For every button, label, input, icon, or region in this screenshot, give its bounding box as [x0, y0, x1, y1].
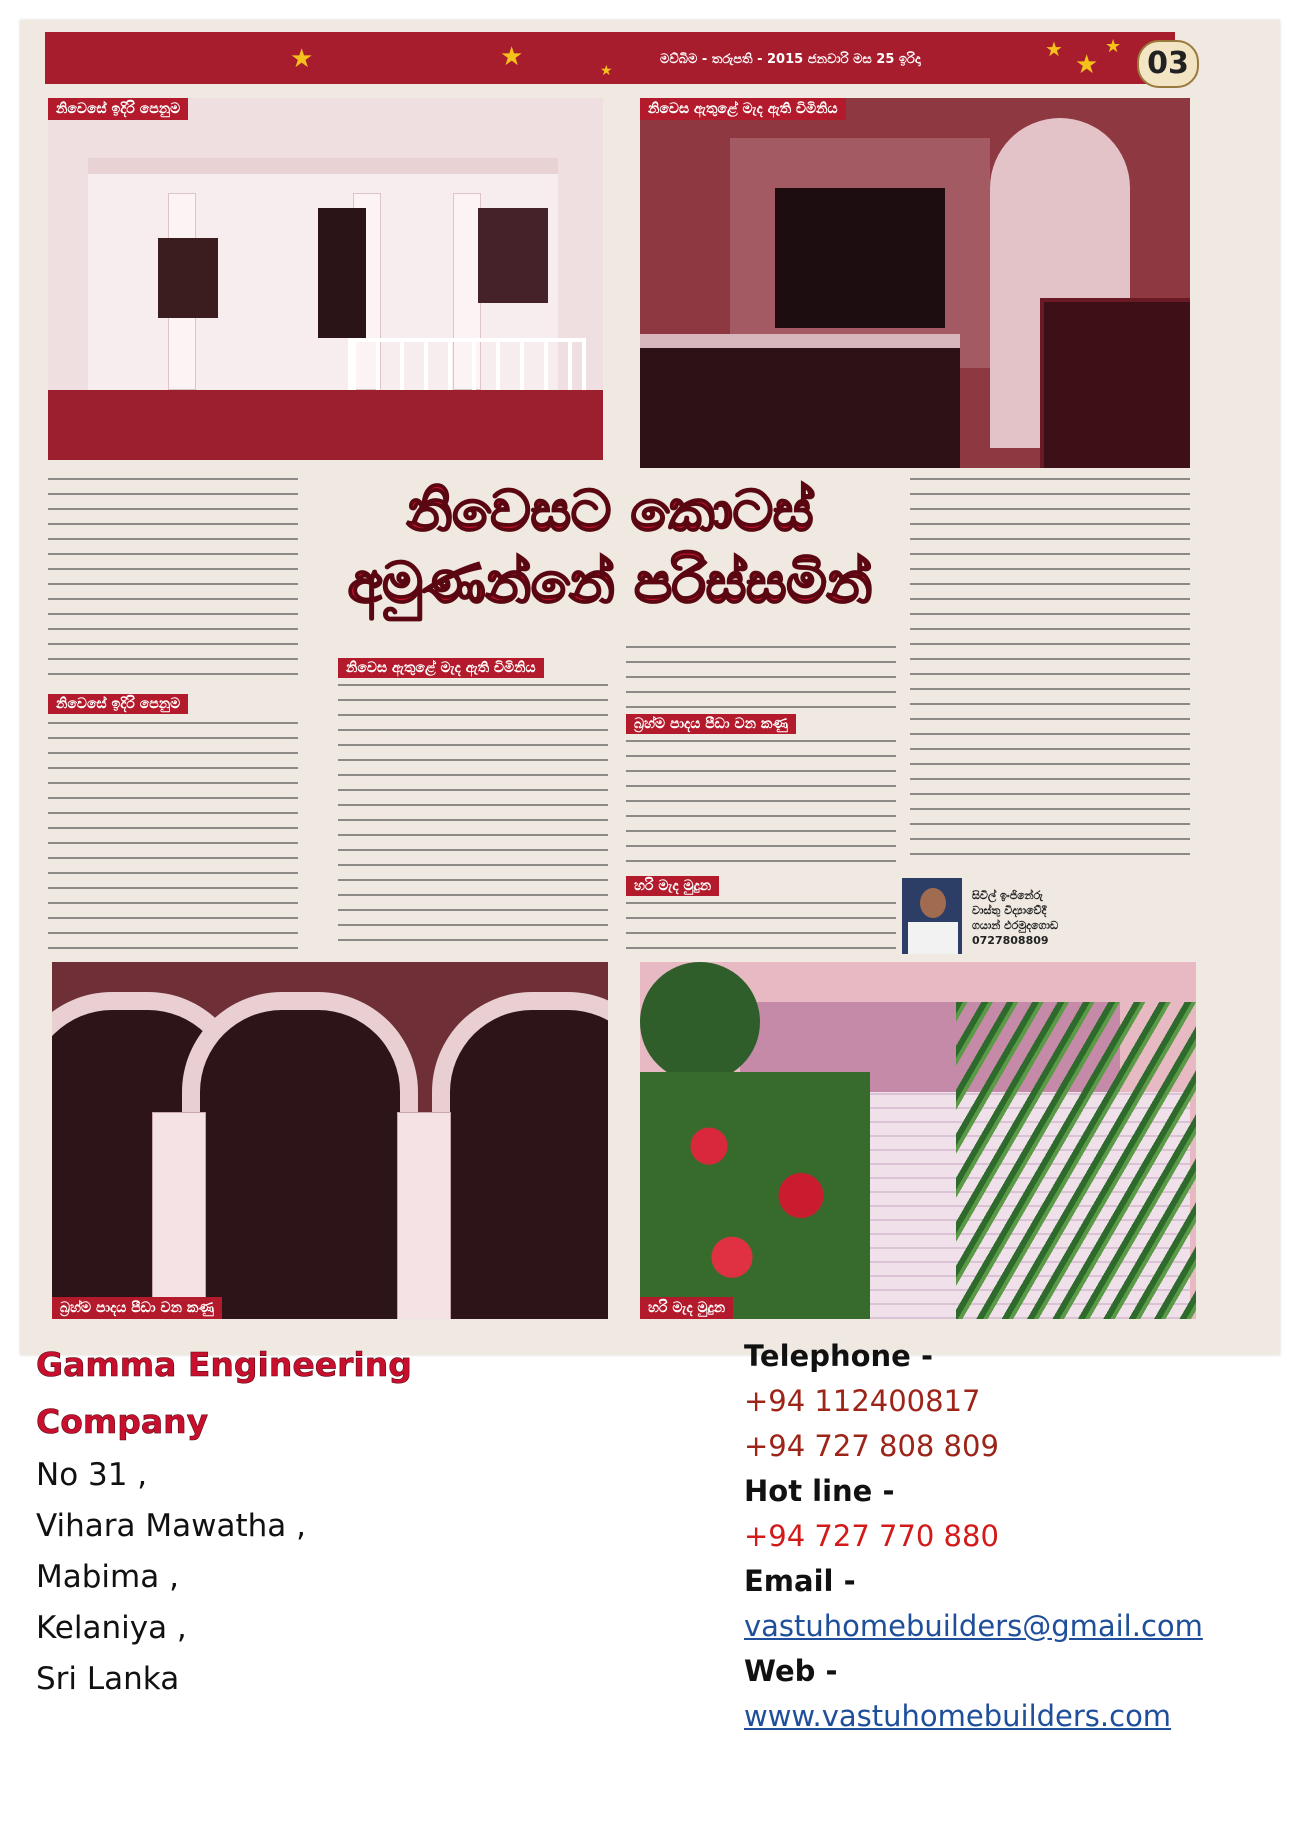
- web-label: Web -: [744, 1654, 838, 1688]
- address-line: No 31 ,: [36, 1457, 148, 1493]
- article-column: [626, 740, 896, 870]
- star-icon: ★: [1105, 36, 1122, 57]
- article-column: [626, 646, 896, 708]
- star-icon: ★: [1045, 37, 1063, 61]
- author-title: සිවිල් ඉංජිනේරු: [972, 889, 1043, 902]
- company-name-line: Gamma Engineering: [36, 1345, 412, 1384]
- star-icon: ★: [500, 42, 524, 72]
- article-column: [48, 722, 298, 950]
- article-column: [626, 902, 896, 954]
- address-line: Kelaniya ,: [36, 1610, 187, 1646]
- headline-line: අමුණන්නේ පරිස්සමින්: [347, 551, 873, 616]
- author-name: ගයාන් ඵරමුදගොඩ: [972, 919, 1059, 932]
- headline-line: නිවෙසට කොටස්: [406, 479, 814, 544]
- star-icon: ★: [600, 63, 613, 79]
- star-icon: ★: [1075, 50, 1099, 80]
- author-role: වාස්තු විද්‍යාවේදී: [972, 904, 1047, 917]
- page-masthead: [45, 32, 1189, 84]
- hotline-label: Hot line -: [744, 1474, 895, 1508]
- section-subhead: බ්‍රහ්ම පාදය පීඩා වන කණු: [626, 714, 796, 734]
- photo-caption: නිවෙසේ ඉදිරි පෙනුම: [48, 98, 188, 120]
- photo-chimney: [640, 98, 1190, 468]
- section-subhead: නිවෙස ඇතුළේ මැද ඇති චිමිනිය: [338, 658, 544, 678]
- article-column: [48, 478, 298, 688]
- article-headline: [320, 476, 900, 620]
- photo-caption: හරි මැද මුදුන: [640, 1297, 733, 1319]
- company-name: [36, 1336, 496, 1450]
- article-column: [338, 684, 608, 950]
- photo-house-exterior: [640, 962, 1196, 1319]
- newspaper-clipping: [20, 20, 1280, 1355]
- author-byline: [972, 888, 1058, 948]
- section-subhead: හරි මැද මුදුන: [626, 876, 719, 896]
- author-phone: 0727808809: [972, 934, 1049, 947]
- photo-caption: නිවෙස ඇතුළේ මැද ඇති චිමිනිය: [640, 98, 846, 120]
- page-number: 03: [1137, 40, 1199, 88]
- section-subhead: නිවෙසේ ඉදිරි පෙනුම: [48, 694, 188, 714]
- hotline-number[interactable]: +94 727 770 880: [744, 1519, 999, 1553]
- telephone-label: Telephone -: [744, 1339, 933, 1373]
- telephone-number-1[interactable]: +94 112400817: [744, 1384, 981, 1418]
- company-address: [36, 1450, 306, 1705]
- company-name-line: Company: [36, 1402, 209, 1441]
- telephone-number-2[interactable]: +94 727 808 809: [744, 1429, 999, 1463]
- email-link[interactable]: vastuhomebuilders@gmail.com: [744, 1609, 1203, 1643]
- address-line: Vihara Mawatha ,: [36, 1508, 306, 1544]
- photo-front-view: [48, 98, 603, 460]
- author-photo: [902, 878, 962, 954]
- star-icon: ★: [290, 44, 314, 74]
- dateline: මව්බිම - තරුපති - 2015 ජනවාරි මස 25 ඉරිදා: [660, 52, 921, 67]
- article-column: [910, 478, 1190, 856]
- email-label: Email -: [744, 1564, 856, 1598]
- website-link[interactable]: www.vastuhomebuilders.com: [744, 1699, 1172, 1733]
- address-line: Mabima ,: [36, 1559, 179, 1595]
- address-line: Sri Lanka: [36, 1661, 180, 1697]
- photo-arches: [52, 962, 608, 1319]
- contact-details: [744, 1334, 1203, 1739]
- photo-caption: බ්‍රහ්ම පාදය පීඩා වන කණු: [52, 1297, 222, 1319]
